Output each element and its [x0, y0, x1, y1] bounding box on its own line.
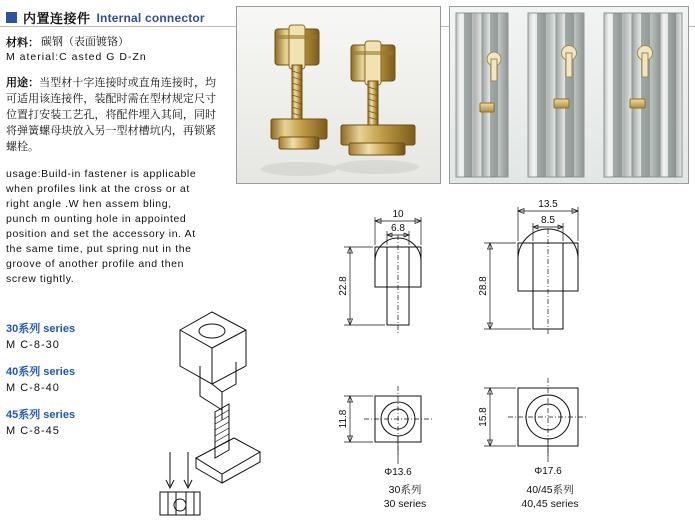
series-code: M C-8-45 [6, 425, 60, 437]
material-row [6, 34, 216, 50]
title-english: Internal connector [96, 10, 205, 25]
title-chinese: 内置连接件 [23, 11, 91, 26]
dim-diameter: Φ17.6 [534, 466, 562, 477]
dim-width-inner: 6.8 [391, 223, 405, 234]
series-name: 30系列 series [6, 323, 76, 335]
caption-chinese: 30系列 [388, 484, 422, 496]
usage-chinese-text: 当型材十字连接时或直角连接时，均可适用该连接件，装配时需在型材规定尺寸位置打安装工艺孔，将配件埋入其间，同时将弹簧螺母块放入另一型材槽坑内，再锁紧螺栓。 [6, 77, 217, 153]
caption-english: 30 series [383, 498, 427, 510]
material-label: 材料： [6, 37, 39, 49]
series-code: M C-8-30 [6, 339, 60, 351]
connector-photo-graphic [237, 7, 440, 183]
dimension-drawing-top-right [470, 195, 630, 335]
perspective-graphic [160, 300, 340, 515]
caption-english: 40,45 series [521, 498, 579, 510]
series-name: 40系列 series [6, 366, 76, 378]
caption-bottom-right [470, 483, 630, 511]
perspective-drawing [160, 300, 340, 515]
dim-diameter: Φ13.6 [384, 467, 412, 478]
dim-height: 15.8 [478, 407, 489, 427]
material-value: 碳钢（表面镀铬） [41, 36, 129, 48]
product-photo-connectors [236, 6, 441, 184]
list-item [6, 406, 126, 437]
usage-label: 用途： [6, 77, 40, 89]
dim-width-outer: 13.5 [538, 199, 558, 210]
profile-photo-graphic [450, 7, 688, 183]
caption-chinese: 40/45系列 [526, 484, 574, 496]
product-photo-profiles [449, 6, 689, 184]
dimension-drawing-bottom-left [330, 378, 480, 483]
dim-height: 28.8 [478, 276, 489, 296]
dim-height: 11.8 [338, 409, 349, 429]
series-code: M C-8-40 [6, 382, 60, 394]
page-title [6, 8, 205, 27]
material-english: M aterial:C asted G D-Zn [6, 51, 147, 63]
list-item [6, 363, 126, 394]
dimension-drawing-bottom-right [470, 370, 630, 482]
dimension-drawing-top-left [330, 205, 480, 335]
usage-block [6, 75, 216, 287]
dim-width-outer: 10 [392, 209, 404, 220]
usage-english: usage:Build-in fastener is applicable when profiles link at the cross or at right angle .W hen assem bling, punch m ounting hole in appointed position and set the accessory in. At the same time, put spring nut in the groove of another profile and then screw tightly. [6, 168, 197, 285]
usage-chinese [6, 75, 216, 155]
list-item [6, 320, 126, 351]
caption-bottom-left [330, 483, 480, 511]
left-text-column [6, 34, 216, 287]
series-list [6, 320, 126, 449]
square-bullet-icon [6, 12, 17, 23]
dim-height: 22.8 [338, 276, 349, 296]
series-name: 45系列 series [6, 409, 76, 421]
dim-width-inner: 8.5 [541, 215, 555, 226]
